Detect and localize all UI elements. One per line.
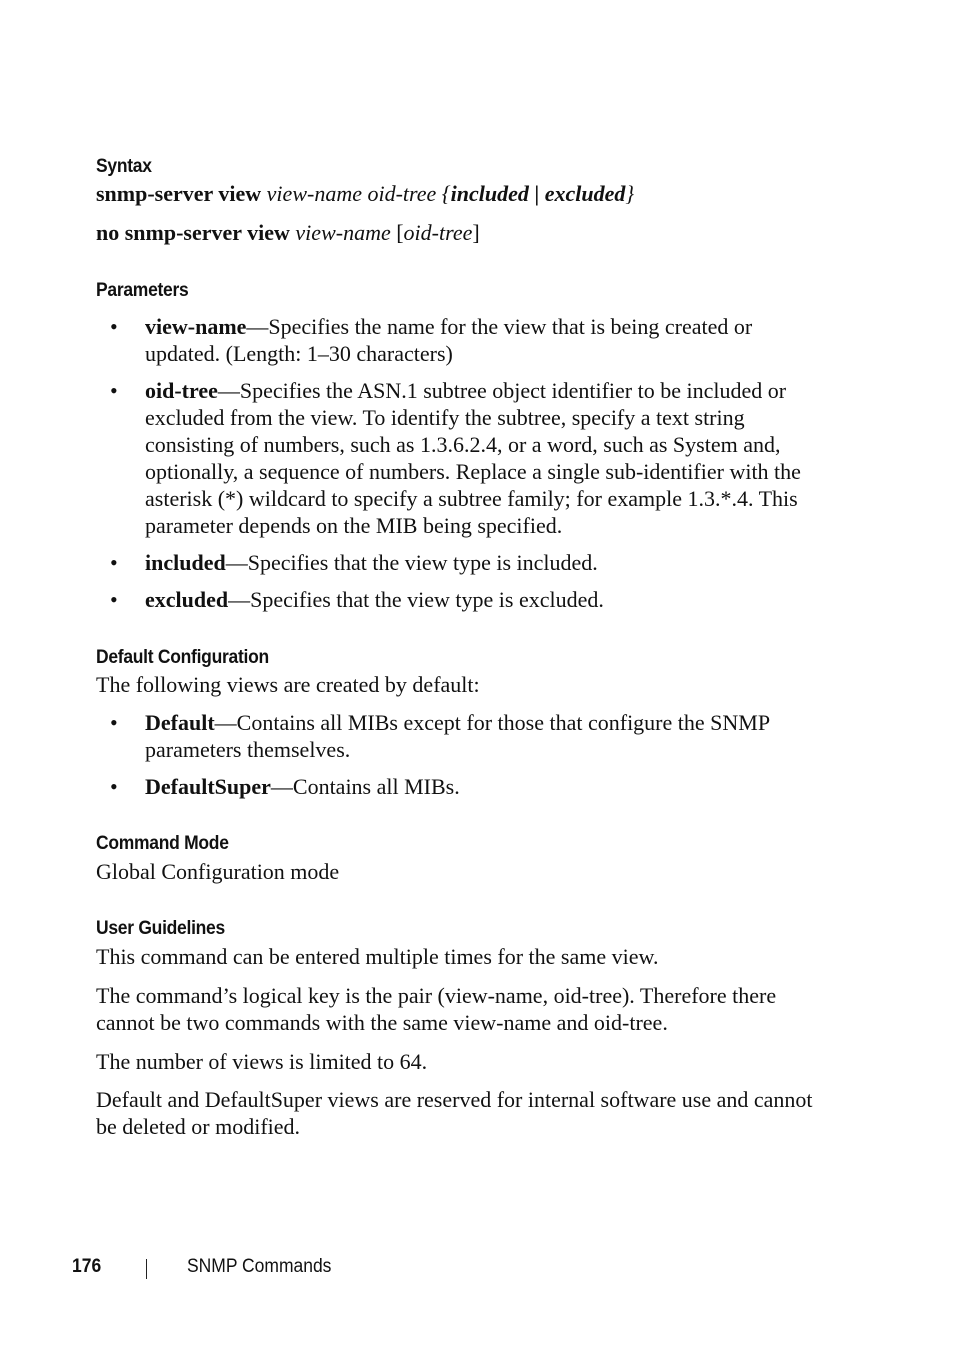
syntax-line-2 — [96, 219, 480, 246]
syntax-heading: Syntax — [96, 156, 152, 177]
param-desc: —Specifies that the view type is included. — [225, 550, 598, 575]
footer-divider — [146, 1259, 147, 1279]
syntax-bracket-open: [ — [396, 220, 404, 245]
view-desc: —Contains all MIBs. — [270, 774, 460, 799]
default-super-view-item — [110, 773, 830, 800]
user-guidelines-heading: User Guidelines — [96, 918, 225, 939]
syntax-no-command: no snmp-server view — [96, 220, 290, 245]
param-term: excluded — [145, 587, 229, 612]
bullet-dot: • — [110, 314, 118, 339]
default-config-intro: The following views are created by default: — [96, 672, 480, 697]
guideline-paragraph: This command can be entered multiple times for the same view. — [96, 944, 659, 969]
syntax-brace-open: { — [441, 181, 451, 206]
param-desc: —Specifies that the view type is excluded. — [228, 587, 604, 612]
syntax-excluded: excluded — [544, 181, 626, 206]
syntax-no-arg1: view-name — [295, 220, 391, 245]
default-config-heading: Default Configuration — [96, 647, 269, 668]
syntax-pipe: | — [528, 181, 545, 206]
syntax-command: snmp-server view — [96, 181, 262, 206]
bullet-dot: • — [110, 774, 118, 799]
bullet-dot: • — [110, 550, 118, 575]
view-term: Default — [145, 710, 215, 735]
syntax-no-arg2: oid-tree — [403, 220, 473, 245]
command-mode-heading: Command Mode — [96, 833, 229, 854]
default-view-item — [110, 709, 830, 763]
param-item-excluded — [110, 586, 830, 613]
view-desc: —Contains all MIBs except for those that configure the SNMP parameters themselves. — [145, 710, 770, 762]
syntax-line-1 — [96, 180, 634, 207]
page-number: 176 — [72, 1256, 102, 1277]
guideline-paragraph: The command’s logical key is the pair (view-name, oid-tree). Therefore there cannot be two commands with the same view-name and oid-tree. — [96, 983, 777, 1035]
syntax-bracket-close: ] — [472, 220, 480, 245]
bullet-dot: • — [110, 710, 118, 735]
syntax-args: view-name oid-tree — [266, 181, 437, 206]
param-term: view-name — [145, 314, 247, 339]
guideline-paragraph: Default and DefaultSuper views are reserved for internal software use and cannot be deleted or modified. — [96, 1087, 813, 1139]
param-item-view-name — [110, 313, 830, 367]
param-item-included — [110, 549, 830, 576]
command-mode-text: Global Configuration mode — [96, 859, 340, 884]
bullet-dot: • — [110, 587, 118, 612]
param-term: included — [145, 550, 226, 575]
bullet-dot: • — [110, 378, 118, 403]
view-term: DefaultSuper — [145, 774, 271, 799]
param-desc: —Specifies the ASN.1 subtree object identifier to be included or excluded from the view. To identify the subtree, specify a text string consisting of numbers, such as 1.3.6.2.4, or a word, such as System and, optionally, a sequence of numbers. Replace a single sub-identifier with the asterisk (*) wildcard to specify a subtree family; for example 1.3.*.4. This parameter depends on the MIB being specified. — [145, 378, 801, 538]
footer-section-title: SNMP Commands — [187, 1256, 332, 1277]
syntax-brace-close: } — [625, 181, 635, 206]
guideline-paragraph: The number of views is limited to 64. — [96, 1049, 428, 1074]
param-desc: —Specifies the name for the view that is being created or updated. (Length: 1–30 characters) — [145, 314, 753, 366]
parameters-heading: Parameters — [96, 280, 189, 301]
param-item-oid-tree — [110, 377, 830, 539]
syntax-included: included — [450, 181, 529, 206]
param-term: oid-tree — [145, 378, 218, 403]
